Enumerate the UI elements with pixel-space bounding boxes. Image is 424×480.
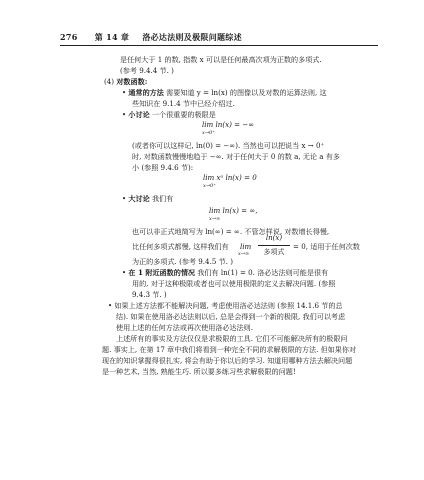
bullet-title: 大讨论 [128,194,150,203]
fraction-bar [258,245,290,246]
text-line: 使用上述的任何方法或再次使用洛必达法则. [116,323,254,332]
text-line: 题. 事实上, 在第 17 章中我们将看到一种完全不同的求解极限的方法. 但如果你对 [102,345,357,354]
text-line: 是一种艺术, 当然, 熟能生巧. 所以要多练习些求解极限的问题! [102,367,296,376]
bullet-text: 一个很重要的极限是 [151,110,216,119]
equation-subscript: x→∞ [209,216,221,222]
fraction-lim-subscript: x→∞ [238,251,250,257]
text-line: 是任何大于 1 的数, 指数 x 可以是任何最高次项为正数的多项式. [120,55,322,64]
bullet-text: 需要知道 y = ln(x) 的图像以及对数的运算法则, 这 [166,88,327,97]
text-line: 为正的多项式. (参考 9.4.5 节. ) [132,257,233,266]
fraction-denominator: 多项式 [263,248,285,256]
bullet-title: 小讨论 [128,110,150,119]
fraction-lim: lim [240,242,252,251]
text-line: 小 (参照 9.4.6 节): [132,163,194,172]
bullet-line [122,110,216,120]
bullet-line [122,268,328,278]
text-line: (参考 9.4.4 节. ) [120,66,174,75]
bullet-text: 如果上述方法都不能解决问题, 考虑使用洛必达法则 (参照 14.1.6 节的总 [114,301,343,310]
chapter-title: 洛必达法则及极限问题综述 [142,32,242,42]
header-rule [60,45,378,46]
bullet-text: 我们有 ln(1) = 0. 洛必达法则可能是很有 [197,268,329,277]
text-line: 些知识在 9.1.4 节中已经介绍过. [132,99,235,108]
bullet-line [122,194,173,204]
bullet-icon: • [122,269,127,277]
item-heading [104,77,147,87]
bullet-icon: • [122,89,127,97]
chapter-label: 第 14 章 [94,32,130,42]
running-header [60,32,242,43]
equation-limit-ln-inf: lim ln(x) = ∞, [209,206,258,215]
equation-limit-xa-ln: lim xᵃ ln(x) = 0 [203,173,257,182]
equation-subscript: x→0⁺ [203,183,216,189]
item-title: 对数函数: [116,77,148,86]
text-line: (或者你可以这样记, ln(0) = −∞). 当然也可以把说当 x → 0⁺ [132,141,325,150]
text-line: 用的, 对于这种极限或者也可以使用极限的定义去解决问题. (参照 [132,279,336,288]
page-number: 276 [60,32,78,42]
equation-subscript: x→0⁺ [202,130,215,136]
text-fragment: 比任何多项式都慢, 这样我们有 [132,242,229,251]
text-line: 时, 对数函数慢慢地趋于 −∞. 对于任何大于 0 的数 a, 无论 a 有多 [132,152,340,161]
text-fragment: = 0, 适用于任何次数 [293,242,360,251]
bullet-icon: • [122,111,127,119]
text-line: 也可以非正式地简写为 ln(∞) = ∞. 不管怎样说, 对数增长得慢, [132,227,330,236]
bullet-title: 在 1 附近函数的情况 [128,268,196,277]
text-line: 结). 如果在使用洛必达法则以后, 总是会得到一个新的极限, 我们可以考虑 [116,312,346,321]
bullet-icon: • [122,195,127,203]
bullet-line [122,88,327,98]
text-line: 现在的知识掌握得很扎实, 将会有助于你以后的学习. 知道用哪种方法去解决问题 [102,356,353,365]
fraction-numerator: ln(x) [265,234,283,242]
bullet-line [108,301,343,311]
bullet-icon: • [108,302,113,310]
item-number: (4) [104,77,115,86]
text-line: 上述所有的事实及方法仅仅是求极限的工具. 它们不可能解决所有的极限问 [116,334,348,343]
bullet-text: 我们有 [151,194,174,203]
bullet-title: 通常的方法 [128,88,164,97]
text-line-with-fraction [132,242,229,252]
equation-limit-ln-0: lim ln(x) = −∞ [202,120,255,129]
text-line: 9.4.3 节. ) [132,290,167,299]
